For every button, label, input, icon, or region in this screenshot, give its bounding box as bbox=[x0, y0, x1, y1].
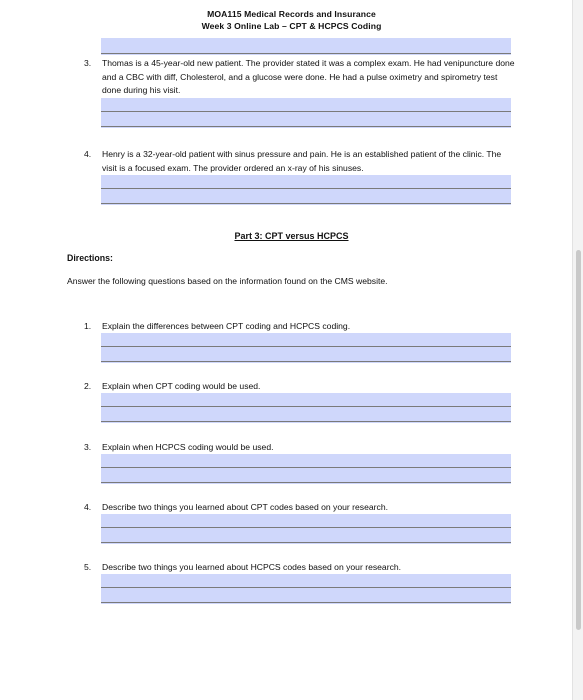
directions-label: Directions: bbox=[67, 253, 113, 263]
scrollbar-thumb[interactable] bbox=[576, 250, 581, 630]
question-text: Thomas is a 45-year-old new patient. The provider stated it was a complex exam. He had venipuncture done and a CBC with diff, Cholesterol, and a glucose were done. He had a pulse oximetry and spirometry test done during his visit. bbox=[102, 58, 515, 95]
question-number: 4. bbox=[84, 149, 92, 159]
question-number: 3. bbox=[84, 442, 92, 452]
question-text: Explain when HCPCS coding would be used. bbox=[102, 442, 274, 452]
question-text: Explain the differences between CPT coding and HCPCS coding. bbox=[102, 321, 351, 331]
section-title: Part 3: CPT versus HCPCS bbox=[234, 231, 349, 241]
answer-field-p2-4[interactable] bbox=[101, 175, 511, 205]
instructions-text: Answer the following questions based on the information found on the CMS website. bbox=[67, 276, 388, 286]
question-number: 4. bbox=[84, 502, 92, 512]
answer-field-p3-3[interactable] bbox=[101, 454, 511, 484]
document-subtitle: Week 3 Online Lab – CPT & HCPCS Coding bbox=[201, 21, 382, 31]
answer-field-p3-5[interactable] bbox=[101, 574, 511, 604]
answer-field-p3-1[interactable] bbox=[101, 333, 511, 363]
answer-field-p2-3[interactable] bbox=[101, 98, 511, 128]
question-number: 3. bbox=[84, 58, 92, 68]
question-number: 5. bbox=[84, 562, 92, 572]
answer-field-p3-4[interactable] bbox=[101, 514, 511, 544]
question-number: 1. bbox=[84, 321, 92, 331]
question-text: Describe two things you learned about CPT codes based on your research. bbox=[102, 502, 388, 512]
vertical-scrollbar[interactable] bbox=[572, 0, 583, 700]
answer-field-p3-2[interactable] bbox=[101, 393, 511, 423]
document-title: MOA115 Medical Records and Insurance bbox=[207, 9, 376, 19]
question-text: Explain when CPT coding would be used. bbox=[102, 381, 261, 391]
question-number: 2. bbox=[84, 381, 92, 391]
question-text: Describe two things you learned about HCPCS codes based on your research. bbox=[102, 562, 402, 572]
question-text: Henry is a 32-year-old patient with sinus pressure and pain. He is an established patient of the clinic. The visit is a focused exam. The provider ordered an x-ray of his sinuses. bbox=[102, 149, 502, 173]
answer-field-previous[interactable] bbox=[101, 38, 511, 55]
